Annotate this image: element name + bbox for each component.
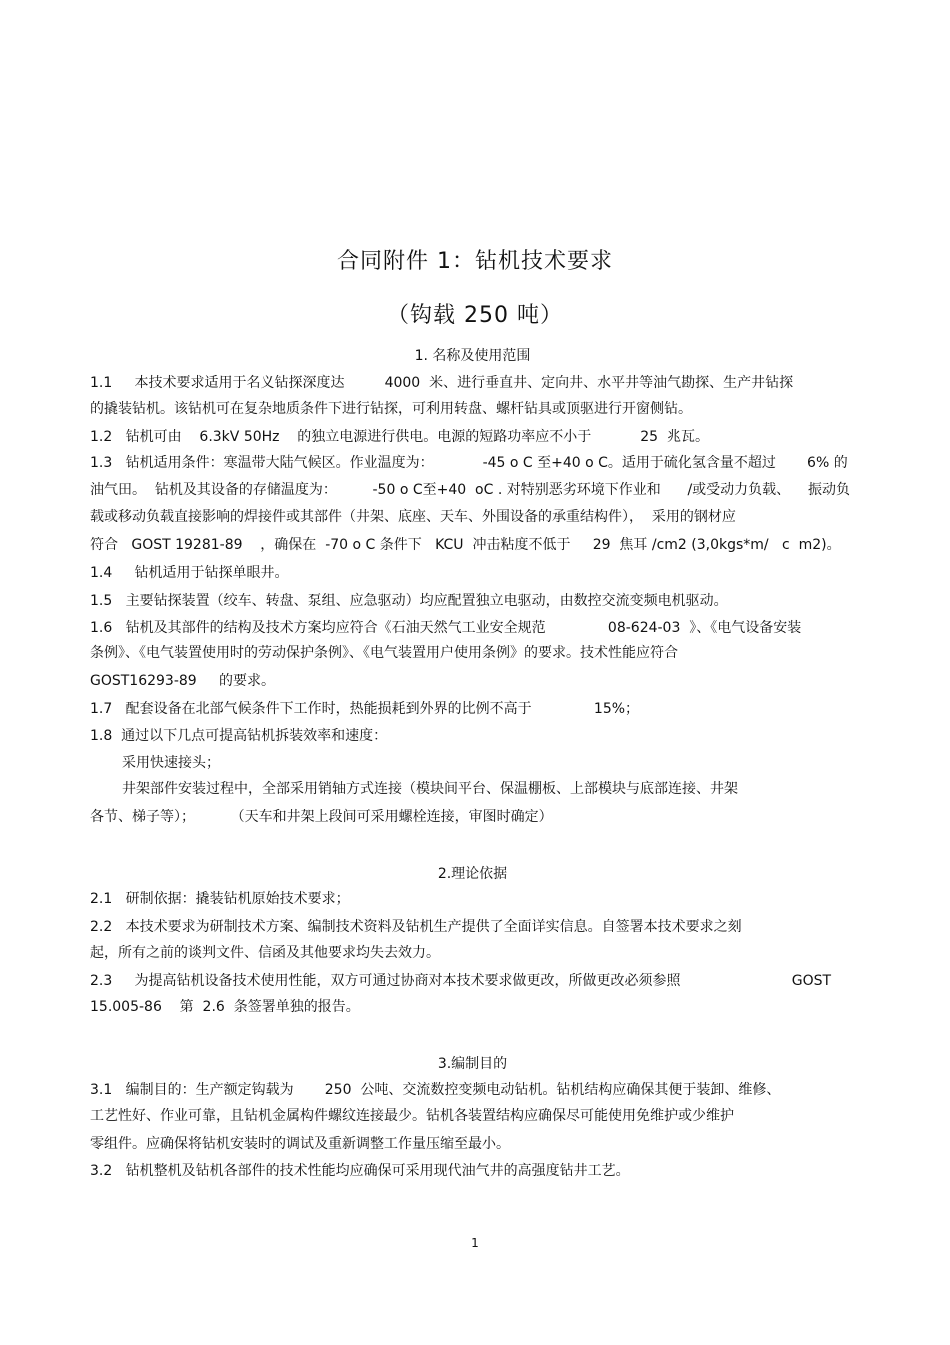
text-line: 1.4 钻机适用于钻探单眼井。 xyxy=(90,565,289,581)
text-line: 1.6 钻机及其部件的结构及技术方案均应符合《石油天然气工业安全规范 08-624-03 》、《电气设备安装 xyxy=(90,620,802,636)
page-number: 1 xyxy=(471,1236,479,1250)
text-line: 1.3 钻机适用条件：寒温带大陆气候区。作业温度为： -45 o C 至+40 o C。适用于硫化氢含量不超过 6% 的 xyxy=(90,455,848,471)
text-line: GOST16293-89 的要求。 xyxy=(90,673,275,689)
text-line: 15.005-86 第 2.6 条签署单独的报告。 xyxy=(90,999,360,1015)
text-line: 各节、梯子等）； （天车和井架上段间可采用螺栓连接，审图时确定） xyxy=(90,809,553,825)
text-line: 油气田。 钻机及其设备的存储温度为： -50 o C至+40 oC . 对特别恶劣环境下作业和 /或受动力负载、 振动负 xyxy=(90,482,850,498)
text-line: 2.1 研制依据：撬装钻机原始技术要求； xyxy=(90,891,350,907)
text-line: 零组件。应确保将钻机安装时的调试及重新调整工作量压缩至最小。 xyxy=(90,1136,510,1152)
text-line: 1.2 钻机可由 6.3kV 50Hz 的独立电源进行供电。电源的短路功率应不小于 25 兆瓦。 xyxy=(90,429,709,445)
document-title: 合同附件 1：钻机技术要求 xyxy=(337,249,613,274)
section-heading: 1. 名称及使用范围 xyxy=(414,348,531,364)
section-heading: 2.理论依据 xyxy=(437,866,508,882)
text-line: 1.5 主要钻探装置（绞车、转盘、泵组、应急驱动）均应配置独立电驱动，由数控交流变频电机驱动。 xyxy=(90,593,728,609)
text-line: 2.3 为提高钻机设备技术使用性能，双方可通过协商对本技术要求做更改，所做更改必须参照 GOST xyxy=(90,973,832,989)
text-line: 2.2 本技术要求为研制技术方案、编制技术资料及钻机生产提供了全面详实信息。自签署本技术要求之刻 xyxy=(90,919,742,935)
text-line: 条例》、《电气装置使用时的劳动保护条例》、《电气装置用户使用条例》的要求。技术性能应符合 xyxy=(90,645,678,661)
text-line: 1.7 配套设备在北部气候条件下工作时，热能损耗到外界的比例不高于 15%； xyxy=(90,701,640,717)
text-line: 井架部件安装过程中，全部采用销轴方式连接（模块间平台、保温棚板、上部模块与底部连接、井架 xyxy=(122,781,738,797)
section-heading: 3.编制目的 xyxy=(437,1056,508,1072)
text-line: 符合 GOST 19281-89 ，确保在 -70 o C 条件下 KCU 冲击粘度不低于 29 焦耳 /cm2 (3,0kgs*m/ c m2)。 xyxy=(90,537,841,553)
text-line: 载或移动负载直接影响的焊接件或其部件（井架、底座、天车、外围设备的承重结构件）， 采用的钢材应 xyxy=(90,509,736,525)
text-line: 采用快速接头； xyxy=(122,755,220,771)
text-line: 工艺性好、作业可靠，且钻机金属构件螺纹连接最少。钻机各装置结构应确保尽可能使用免维护或少维护 xyxy=(90,1108,734,1124)
text-line: 起，所有之前的谈判文件、信函及其他要求均失去效力。 xyxy=(90,945,440,961)
text-line: 的撬装钻机。该钻机可在复杂地质条件下进行钻探，可利用转盘、螺杆钻具或顶驱进行开窗侧钻。 xyxy=(90,401,692,417)
text-line: 1.1 本技术要求适用于名义钻探深度达 4000 米、进行垂直井、定向井、水平井等油气勘探、生产井钻探 xyxy=(90,375,794,391)
text-line: 3.1 编制目的：生产额定钩载为 250 公吨、交流数控变频电动钻机。钻机结构应确保其便于装卸、维修、 xyxy=(90,1082,781,1098)
document-subtitle: （钩载 250 吨） xyxy=(387,303,563,328)
text-line: 1.8 通过以下几点可提高钻机拆装效率和速度： xyxy=(90,728,388,744)
text-line: 3.2 钻机整机及钻机各部件的技术性能均应确保可采用现代油气井的高强度钻井工艺。 xyxy=(90,1163,630,1179)
